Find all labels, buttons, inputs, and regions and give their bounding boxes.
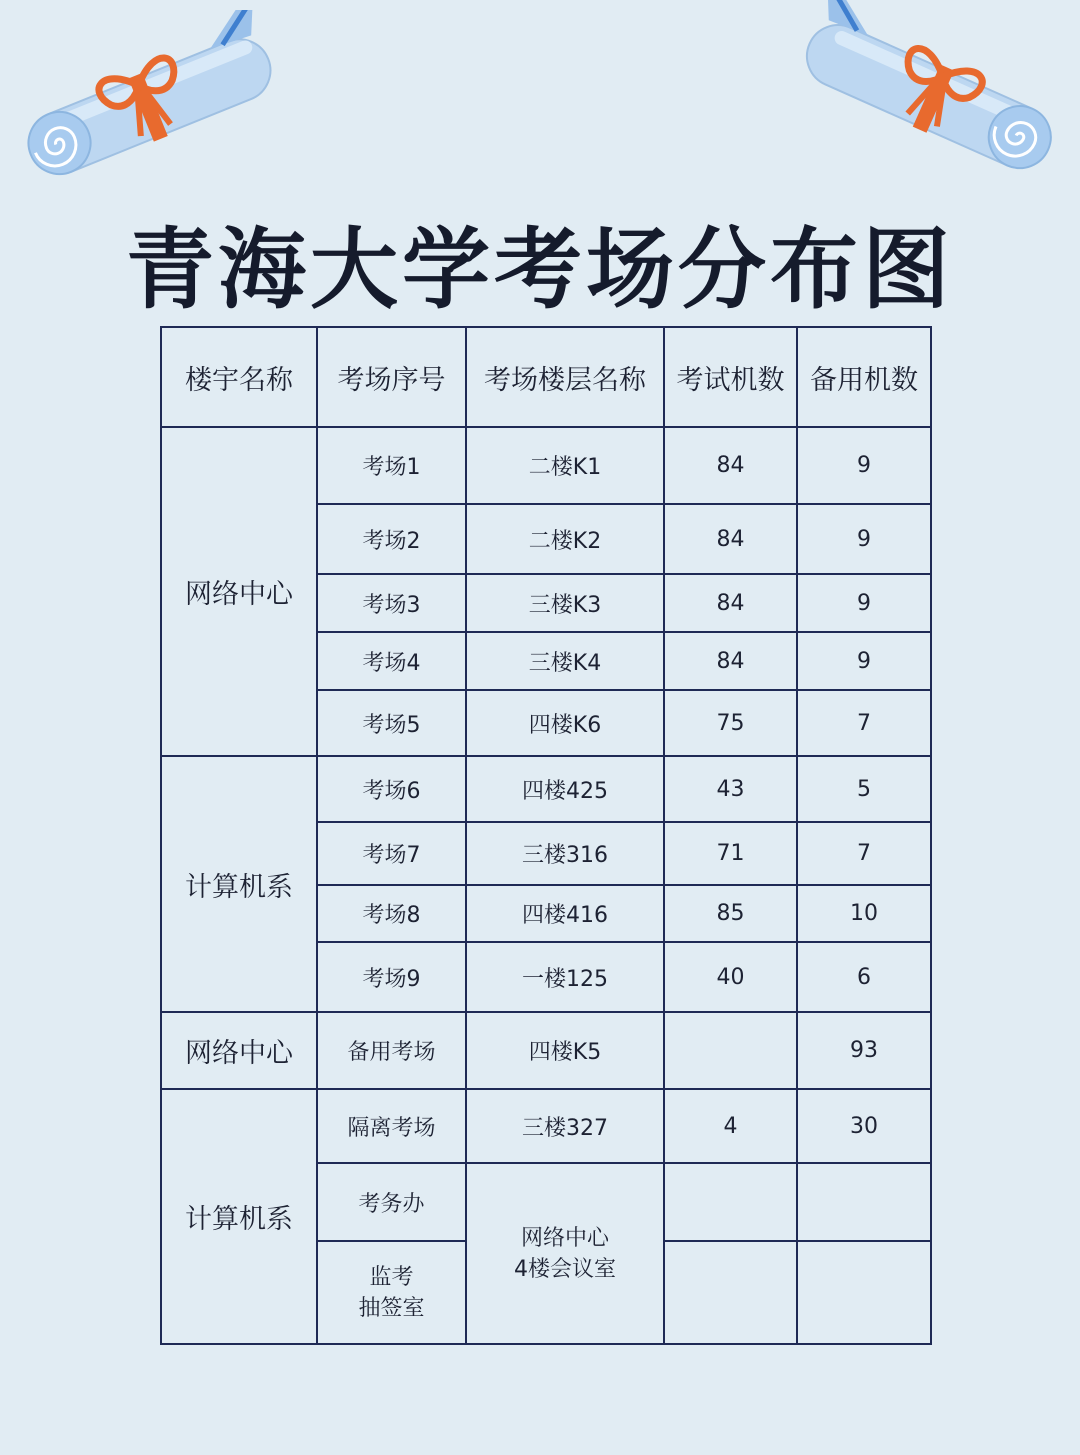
header-room-no: 考场序号 [317,327,466,427]
machines-cell: 40 [664,942,797,1012]
building-cell: 计算机系 [161,756,317,1012]
page-title: 青海大学考场分布图 [125,218,954,321]
spare-cell: 5 [797,756,931,822]
machines-cell: 84 [664,632,797,690]
machines-cell: 84 [664,574,797,632]
spare-cell: 9 [797,574,931,632]
spare-cell: 7 [797,822,931,885]
machines-cell: 4 [664,1089,797,1163]
room-cell: 考场1 [317,427,466,504]
header-exam-machines: 考试机数 [664,327,797,427]
floor-cell: 网络中心 4楼会议室 [466,1163,664,1344]
spare-cell: 9 [797,427,931,504]
machines-cell [664,1241,797,1344]
spare-cell: 93 [797,1012,931,1089]
building-cell: 计算机系 [161,1089,317,1344]
header-spare-machines: 备用机数 [797,327,931,427]
floor-cell: 四楼416 [466,885,664,942]
floor-cell: 三楼K3 [466,574,664,632]
room-cell: 考务办 [317,1163,466,1241]
building-cell: 网络中心 [161,427,317,756]
floor-cell: 四楼425 [466,756,664,822]
floor-cell: 三楼K4 [466,632,664,690]
room-cell: 考场3 [317,574,466,632]
floor-cell: 一楼125 [466,942,664,1012]
building-cell: 网络中心 [161,1012,317,1089]
machines-cell: 85 [664,885,797,942]
room-cell: 监考 抽签室 [317,1241,466,1344]
diploma-scroll-left-icon [0,10,300,180]
table-row [161,1089,931,1163]
floor-cell: 四楼K5 [466,1012,664,1089]
floor-cell: 三楼316 [466,822,664,885]
floor-cell: 二楼K2 [466,504,664,574]
table-row [161,427,931,504]
spare-cell [797,1163,931,1241]
room-cell: 考场9 [317,942,466,1012]
spare-cell: 6 [797,942,931,1012]
room-cell: 备用考场 [317,1012,466,1089]
table-row [161,1012,931,1089]
machines-cell [664,1163,797,1241]
room-cell: 考场4 [317,632,466,690]
room-cell: 考场8 [317,885,466,942]
room-cell: 考场7 [317,822,466,885]
exam-room-table [160,326,932,1345]
spare-cell: 7 [797,690,931,756]
spare-cell: 9 [797,504,931,574]
room-cell: 隔离考场 [317,1089,466,1163]
room-cell: 考场5 [317,690,466,756]
floor-cell: 三楼327 [466,1089,664,1163]
table-header-row [161,327,931,427]
room-cell: 考场2 [317,504,466,574]
spare-cell: 30 [797,1089,931,1163]
floor-cell: 二楼K1 [466,427,664,504]
table-row [161,756,931,822]
machines-cell: 71 [664,822,797,885]
spare-cell: 9 [797,632,931,690]
room-cell: 考场6 [317,756,466,822]
floor-cell: 四楼K6 [466,690,664,756]
machines-cell: 43 [664,756,797,822]
header-floor-name: 考场楼层名称 [466,327,664,427]
header-building: 楼宇名称 [161,327,317,427]
spare-cell: 10 [797,885,931,942]
diploma-scroll-right-icon [790,0,1080,190]
spare-cell [797,1241,931,1344]
machines-cell: 84 [664,504,797,574]
machines-cell: 84 [664,427,797,504]
machines-cell: 75 [664,690,797,756]
machines-cell [664,1012,797,1089]
